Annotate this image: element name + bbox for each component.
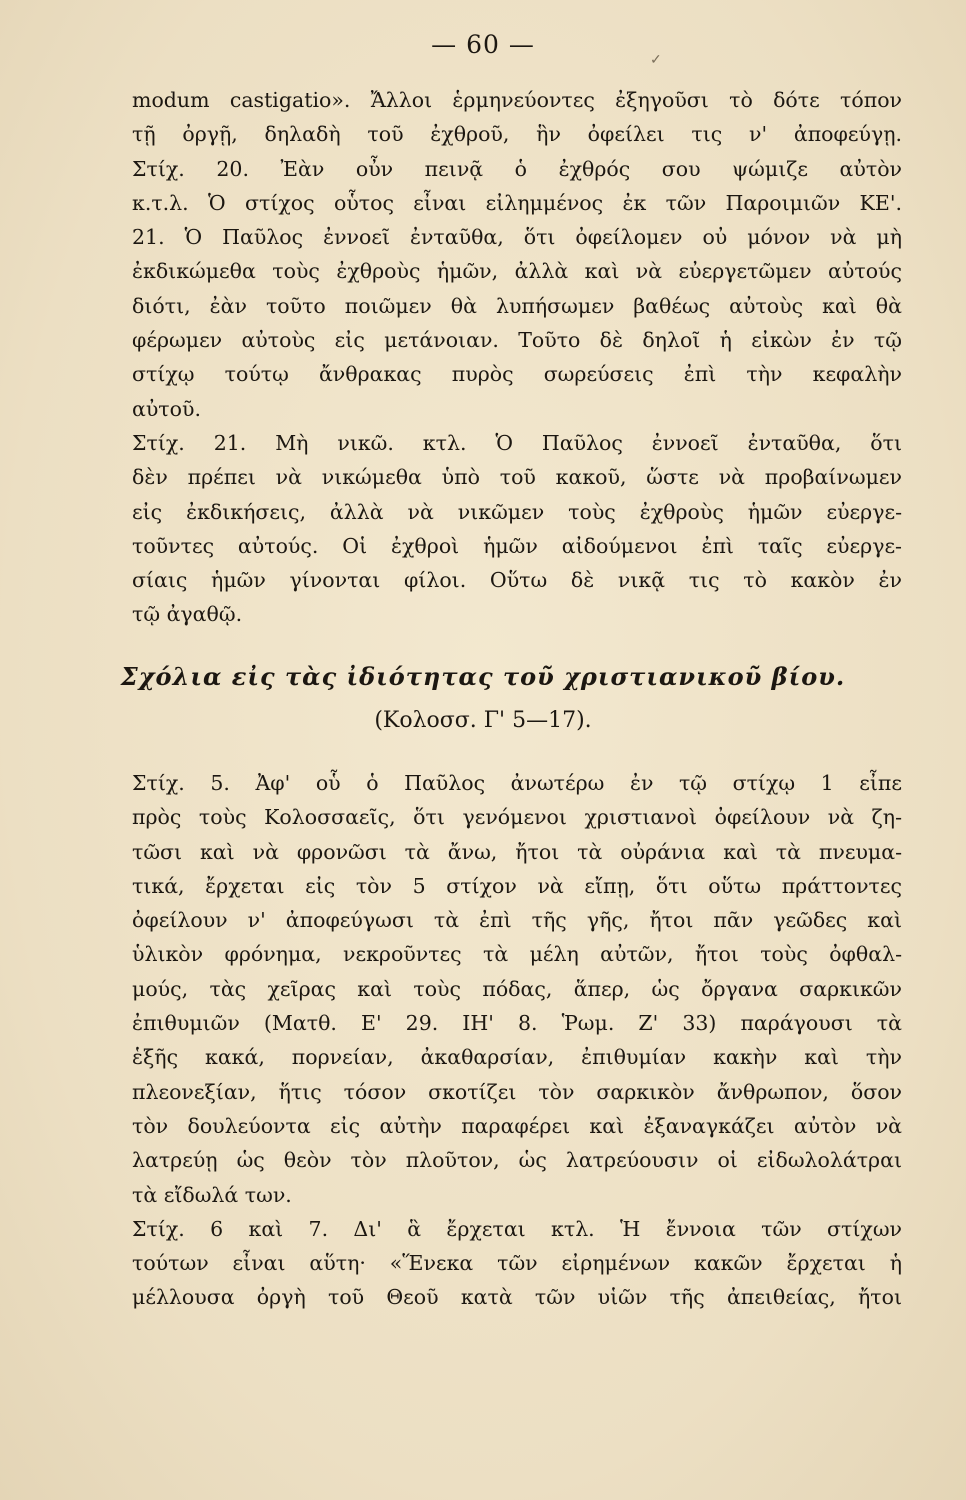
text-line: Στίχ. 6 καὶ 7. Δι' ἃ ἔρχεται κτλ. Ἡ ἔννοια τῶν στίχων	[132, 1216, 902, 1241]
text-line: ὀφείλουν ν' ἀποφεύγωσι τὰ ἐπὶ τῆς γῆς, ἤτοι πᾶν γεῶδες καὶ	[132, 908, 902, 933]
text-line: λατρεύῃ ὡς θεὸν τὸν πλοῦτον, ὡς λατρεύουσιν οἱ εἰδωλολάτραι	[132, 1148, 902, 1173]
text-line: κ.τ.λ. Ὁ στίχος οὗτος εἶναι εἰλημμένος ἐκ τῶν Παροιμιῶν ΚΕ'.	[132, 190, 902, 215]
text-line: ἐπιθυμιῶν (Ματθ. Ε' 29. ΙΗ' 8. Ῥωμ. Ζ' 33) παράγουσι τὰ	[132, 1011, 902, 1036]
text-line: πλεονεξίαν, ἥτις τόσον σκοτίζει τὸν σαρκικὸν ἄνθρωπον, ὅσον	[132, 1079, 902, 1104]
text-line: διότι, ἐὰν τοῦτο ποιῶμεν θὰ λυπήσωμεν βαθέως αὐτοὺς καὶ θὰ	[132, 293, 902, 318]
text-line: τὰ εἴδωλά των.	[132, 1182, 292, 1207]
section-reference: (Κολοσσ. Γ' 5—17).	[374, 708, 592, 733]
text-line: Στίχ. 5. Ἀφ' οὗ ὁ Παῦλος ἀνωτέρω ἐν τῷ στίχῳ 1 εἶπε	[132, 771, 902, 795]
commentary-block-romans	[132, 83, 902, 632]
text-line: μέλλουσα ὀργὴ τοῦ Θεοῦ κατὰ τῶν υἱῶν τῆς ἀπειθείας, ἤτοι	[132, 1285, 902, 1310]
text-line: αὐτοῦ.	[132, 396, 201, 421]
text-line: modum castigatio». Ἄλλοι ἑρμηνεύοντες ἐξηγοῦσι τὸ δότε τόπον	[132, 88, 902, 112]
text-line: φέρωμεν αὐτοὺς εἰς μετάνοιαν. Τοῦτο δὲ δηλοῖ ἡ εἰκὼν ἐν τῷ	[132, 328, 902, 353]
text-line: δὲν πρέπει νὰ νικώμεθα ὑπὸ τοῦ κακοῦ, ὥστε νὰ προβαίνωμεν	[132, 465, 902, 490]
text-line: εἰς ἐκδικήσεις, ἀλλὰ νὰ νικῶμεν τοὺς ἐχθροὺς ἡμῶν εὐεργε-	[132, 499, 902, 524]
pencil-mark: ✓	[650, 52, 662, 68]
text-line: ἐκδικώμεθα τοὺς ἐχθροὺς ἡμῶν, ἀλλὰ καὶ νὰ εὐεργετῶμεν αὐτούς	[132, 259, 902, 284]
text-line: Στίχ. 21. Μὴ νικῶ. κτλ. Ὁ Παῦλος ἐννοεῖ ἐνταῦθα, ὅτι	[132, 430, 902, 455]
text-line: τικά, ἔρχεται εἰς τὸν 5 στίχον νὰ εἴπῃ, ὅτι οὕτω πράττοντες	[132, 873, 902, 898]
text-line: ὑλικὸν φρόνημα, νεκροῦντες τὰ μέλη αὐτῶν, ἤτοι τοὺς ὀφθαλ-	[132, 942, 902, 967]
text-line: τούτων εἶναι αὕτη· «Ἕνεκα τῶν εἰρημένων κακῶν ἔρχεται ἡ	[132, 1251, 902, 1276]
section-heading: Σχόλια εἰς τὰς ἰδιότητας τοῦ χριστιανικοῦ βίου.	[120, 662, 846, 691]
text-line: τοῦντες αὐτούς. Οἱ ἐχθροὶ ἡμῶν αἰδούμενοι ἐπὶ ταῖς εὐεργε-	[132, 533, 902, 558]
text-line: τῷ ἀγαθῷ.	[132, 602, 243, 627]
text-line: μούς, τὰς χεῖρας καὶ τοὺς πόδας, ἅπερ, ὡς ὄργανα σαρκικῶν	[132, 976, 902, 1001]
text-line: τῶσι καὶ νὰ φρονῶσι τὰ ἄνω, ἤτοι τὰ οὐράνια καὶ τὰ πνευμα-	[132, 839, 902, 864]
text-line: 21. Ὁ Παῦλος ἐννοεῖ ἐνταῦθα, ὅτι ὀφείλομεν οὐ μόνον νὰ μὴ	[132, 225, 902, 250]
text-line: Στίχ. 20. Ἐὰν οὖν πεινᾷ ὁ ἐχθρός σου ψώμιζε αὐτὸν	[132, 156, 902, 181]
page-number: — 60 —	[431, 30, 535, 59]
text-line: τὸν δουλεύοντα εἰς αὐτὴν παραφέρει καὶ ἐξαναγκάζει αὐτὸν νὰ	[132, 1113, 902, 1138]
text-line: στίχῳ τούτῳ ἄνθρακας πυρὸς σωρεύσεις ἐπὶ τὴν κεφαλὴν	[132, 362, 902, 387]
text-line: πρὸς τοὺς Κολοσσαεῖς, ὅτι γενόμενοι χριστιανοὶ ὀφείλουν νὰ ζη-	[132, 805, 902, 830]
text-line: ἑξῆς κακά, πορνείαν, ἀκαθαρσίαν, ἐπιθυμίαν κακὴν καὶ τὴν	[132, 1045, 902, 1070]
text-line: τῇ ὀργῇ, δηλαδὴ τοῦ ἐχθροῦ, ἣν ὀφείλει τις ν' ἀποφεύγῃ.	[132, 122, 902, 147]
commentary-block-colossians	[132, 766, 902, 1315]
text-line: σίαις ἡμῶν γίνονται φίλοι. Οὕτω δὲ νικᾷ τις τὸ κακὸν ἐν	[132, 568, 902, 593]
